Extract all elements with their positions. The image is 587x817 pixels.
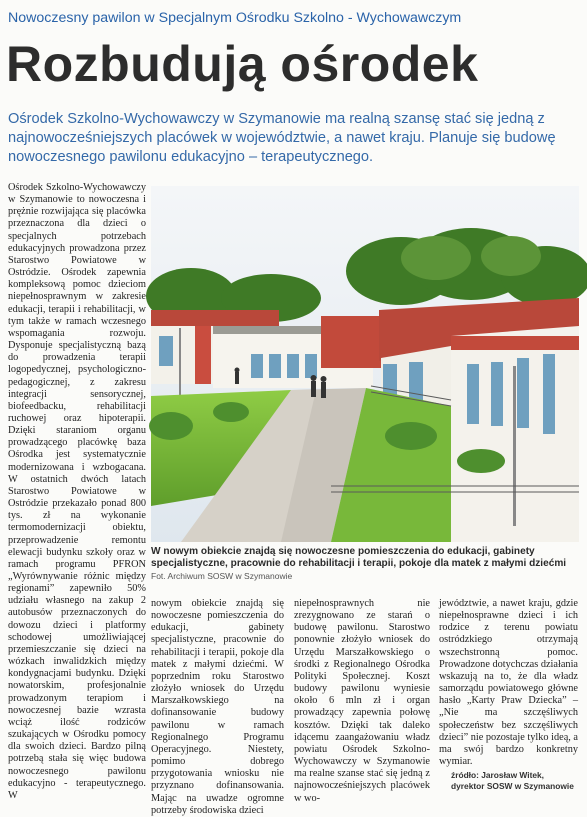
source-role: dyrektor SOSW w Szymanowie <box>451 781 574 791</box>
article-headline: Rozbudują ośrodek <box>6 36 479 92</box>
article-column-2: nowym obiekcie znajdą się nowoczesne pomieszczenia do edukacji, gabinety specjalistyczne, pracownie do rehabilitacji i terapii, pokoje dla matek z małymi dziećmi. W poprzednim roku Starostwo złożyło wniosek do Urzędu Marszałkowskiego na dofinansowanie budowy pawilonu w ramach Regionalnego Programu Operacyjnego. Niestety, pomimo dobrego przygotowania wniosku nie przyznano dofinansowania. Mając na uwadze ogromne potrzeby środowiska dzieci <box>151 598 284 816</box>
article-column-1: Ośrodek Szkolno-Wychowawczy w Szymanowie to nowoczesna i prężnie rozwijająca się placówka przeznaczona dla dzieci o specjalnych potrzebach edukacyjnych prowadzona przez Starostwo Powiatowe w Ostródzie. Ośrodek zapewnia kompleksową pomoc dzieciom niepełnosprawnym w zakresie edukacji, terapii i rehabilitacji, w tym także w ramach wczesnego wspomagania rozwoju. Dysponuje specjalistyczną bazą do prowadzenia terapii logopedycznej, psychologiczno-pedagogicznej, z zakresu integracji sensorycznej, biofeedbacku, rehabilitacji ruchowej oraz hipoterapii. Dzięki staraniom organu prowadzącego placówkę baza Ośrodka jest systematycznie modernizowana i wzbogacana. W ostatnich dwóch latach Starostwo Powiatowe w Ostródzie przekazało ponad 800 tys. zł na wykonanie termomodernizacji obiektu, przeprowadzenie remontu elewacji budynku szkoły oraz w ramach programu PFRON „Wyrównywanie różnic między regionami” zapewniło 50% udziału własnego na zakup 2 autobusów przeznaczonych do dowozu dzieci i platformy schodowej umożliwiającej przemieszczanie się dzieci na wózkach inwalidzkich między kondygnacjami budynku. Dzięki nowatorskim, profesjonalnie prowadzonym terapiom i nowoczesnej bazie wzrasta wciąż ilość rodziców szukających w Ośrodku pomocy dla swoich dzieci. Bardzo pilną potrzebą stała się więc budowa nowoczesnego pawilonu edukacyjno - terapeutycznego. W <box>8 182 146 801</box>
article-lead: Ośrodek Szkolno-Wychowawczy w Szymanowie ma realną szansę stać się jedną z najnowocześniejszych placówek w województwie, a nawet kraju. Planuje się budowę nowoczesnego pawilonu edukacyjno – terapeutycznego. <box>8 111 556 165</box>
image-caption: W nowym obiekcie znajdą się nowoczesne pomieszczenia do edukacji, gabinety specjalistyczne, pracownie do rehabilitacji i terapii, pokoje dla matek z małymi dziećmi <box>151 546 567 569</box>
photo-credit: Fot. Archiwum SOSW w Szymanowie <box>151 571 293 581</box>
building-rendering-image <box>151 186 579 542</box>
article-column-4: jewództwie, a nawet kraju, gdzie niepełnosprawne dzieci i ich rodzice z terenu powiatu ostródzkiego otrzymają wszechstronną pomoc. Prowadzone dotychczas działania wskazują na to, że dla władz samorządu powiatowego główne hasło „Karty Praw Dziecka” – „Nie ma szczęśliwych społeczeństw bez szczęśliwych dzieci” nie pozostaje tylko ideą, a ma swój bardzo konkretny wymiar. <box>439 598 578 768</box>
article-source <box>451 770 583 792</box>
source-author: źródło: Jarosław Witek, <box>451 770 544 780</box>
article-column-3: niepełnosprawnych nie zrezygnowano ze starań o budowę pawilonu. Starostwo ponownie złożyło wniosek do Urzędu Marszałkowskiego o środki z Regionalnego Ośrodka Polityki Społecznej. Koszt budowy pawilonu wyniesie około 6 mln zł i organ prowadzący zapewnia połowę kosztów. Dzięki tak daleko idącemu zaangażowaniu władz powiatu Ośrodek Szkolno-Wychowawczy w Szymanowie ma realne szanse stać się jedną z najnowocześniejszych placówek w wo- <box>294 598 430 804</box>
article-kicker: Nowoczesny pawilon w Specjalnym Ośrodku Szkolno - Wychowawczym <box>8 10 462 26</box>
